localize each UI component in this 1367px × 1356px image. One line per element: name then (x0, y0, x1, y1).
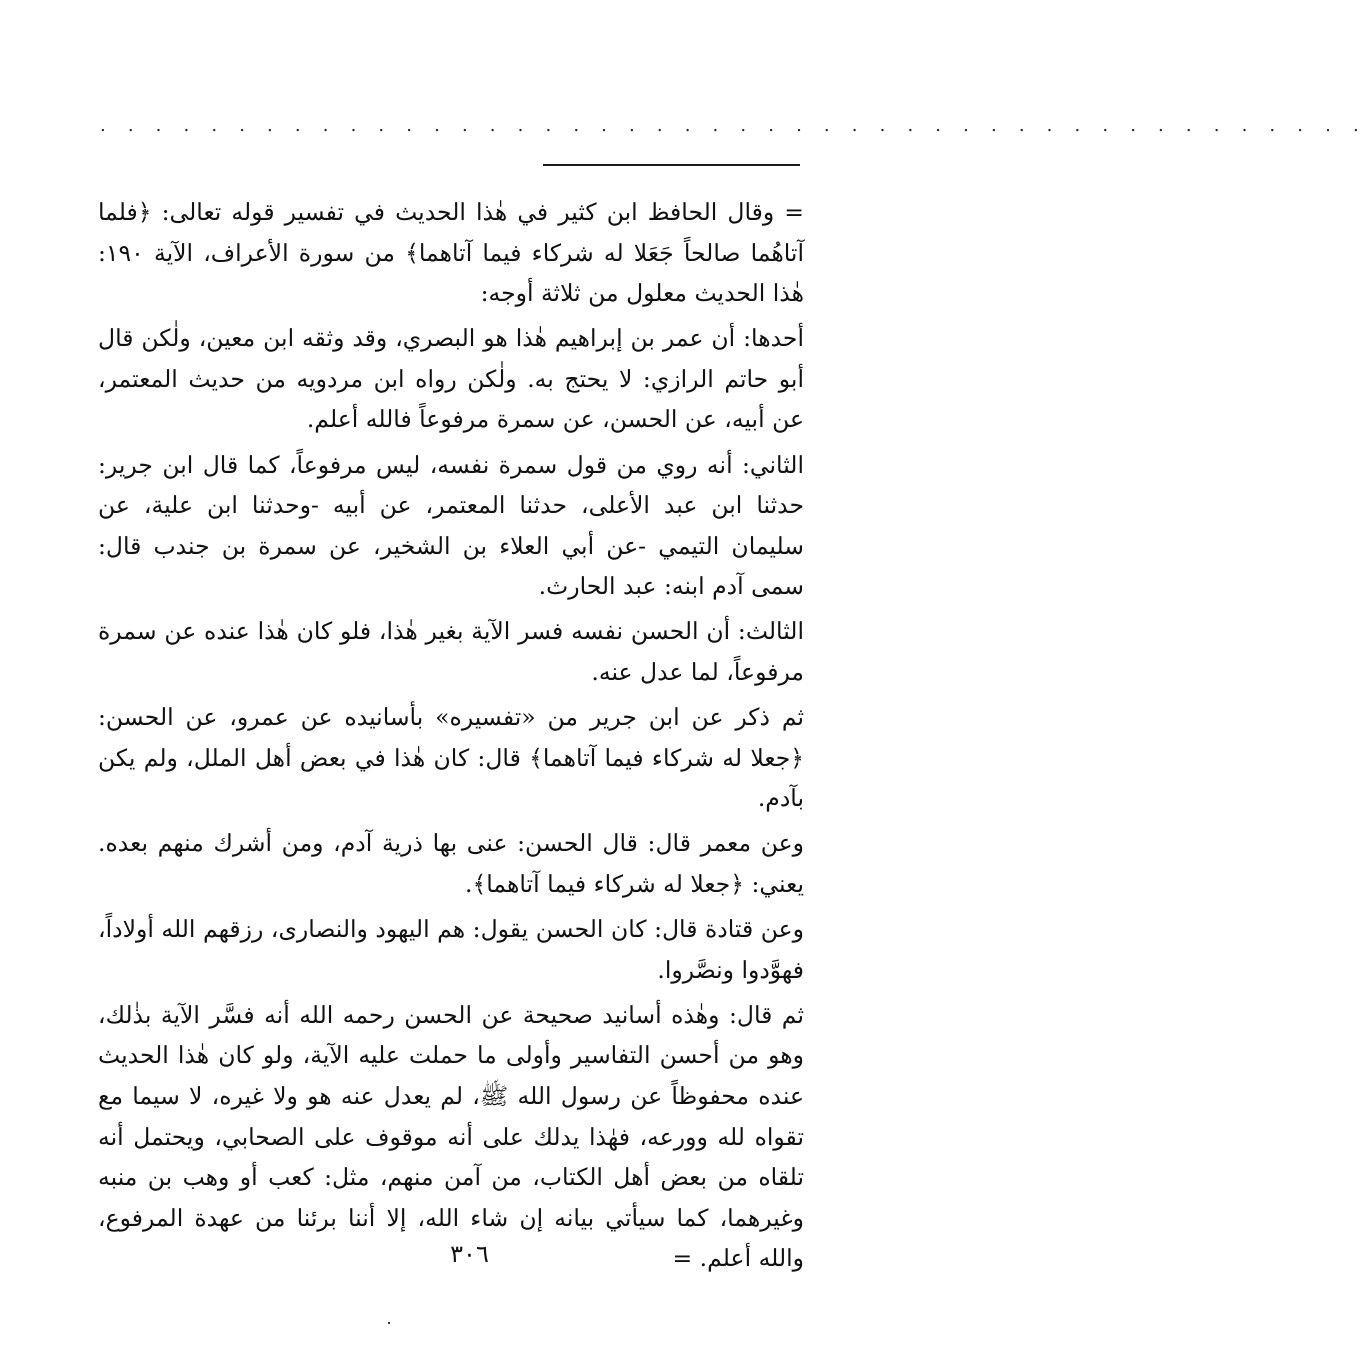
footnote-text (98, 192, 804, 1283)
paragraph-second-reason: الثاني: أنه روي من قول سمرة نفسه، ليس مرفوعاً، كما قال ابن جرير: حدثنا ابن عبد الأعلى، حدثنا المعتمر، عن أبيه -وحدثنا ابن علية، عن سليمان التيمي -عن أبي العلاء بن الشخير، عن سمرة بن جندب قال: سمى آدم ابنه: عبد الحارث. (98, 450, 804, 601)
paragraph-first-reason: أحدها: أن عمر بن إبراهيم هٰذا هو البصري، وقد وثقه ابن معين، ولٰكن قال أبو حاتم الرازي: لا يحتج به. ولٰكن رواه ابن مردويه من حديث المعتمر، عن أبيه، عن الحسن، عن سمرة مرفوعاً فالله أعلم. (98, 324, 804, 434)
dotted-separator: . . . . . . . . . . . . . . . . . . . . . . . . . . . . . . . . . . . . . . . . . . . . . . (100, 115, 1367, 136)
paragraph-third-reason: الثالث: أن الحسن نفسه فسر الآية بغير هٰذا، فلو كان هٰذا عنده عن سمرة مرفوعاً، لما عدل عنه. (98, 617, 804, 687)
footnote-rule (543, 164, 800, 166)
page-number: ٣٠٦ (450, 1240, 489, 1268)
paragraph-ibn-jarir: ثم ذكر عن ابن جرير من «تفسيره» بأسانيده عن عمرو، عن الحسن: ﴿جعلا له شركاء فيما آتاهما﴾ قال: كان هٰذا في بعض أهل الملل، ولم يكن بآدم. (98, 703, 804, 813)
paragraph-qatada: وعن قتادة قال: كان الحسن يقول: هم اليهود والنصارى، رزقهم الله أولاداً، فهوَّدوا ونصَّروا. (98, 915, 804, 984)
paragraph-conclusion: ثم قال: وهٰذه أسانيد صحيحة عن الحسن رحمه الله أنه فسَّر الآية بذٰلك، وهو من أحسن التفاسير وأولى ما حملت عليه الآية، ولو كان هٰذا الحديث عنده محفوظاً عن رسول الله ﷺ، لم يعدل عنه هو ولا غيره، لا سيما مع تقواه لله وورعه، فهٰذا يدلك على أنه موقوف على الصحابي، ويحتمل أنه تلقاه من بعض أهل الكتاب، من آمن منهم، مثل: كعب أو وهب بن منبه وغيرهما، كما سيأتي بيانه إن شاء الله، إلا أننا برئنا من عهدة المرفوع، والله أعلم. = (98, 1000, 804, 1273)
paragraph-ibn-kathir-intro: = وقال الحافظ ابن كثير في هٰذا الحديث في تفسير قوله تعالى: ﴿فلما آتاهُما صالحاً جَعَلا له شركاء فيما آتاهما﴾ من سورة الأعراف، الآية ١٩٠: هٰذا الحديث معلول من ثلاثة أوجه: (98, 198, 804, 308)
paragraph-mamar: وعن معمر قال: قال الحسن: عنى بها ذرية آدم، ومن أشرك منهم بعده. يعني: ﴿جعلا له شركاء فيما آتاهما﴾. (98, 829, 804, 898)
scan-speck (388, 1322, 390, 1324)
